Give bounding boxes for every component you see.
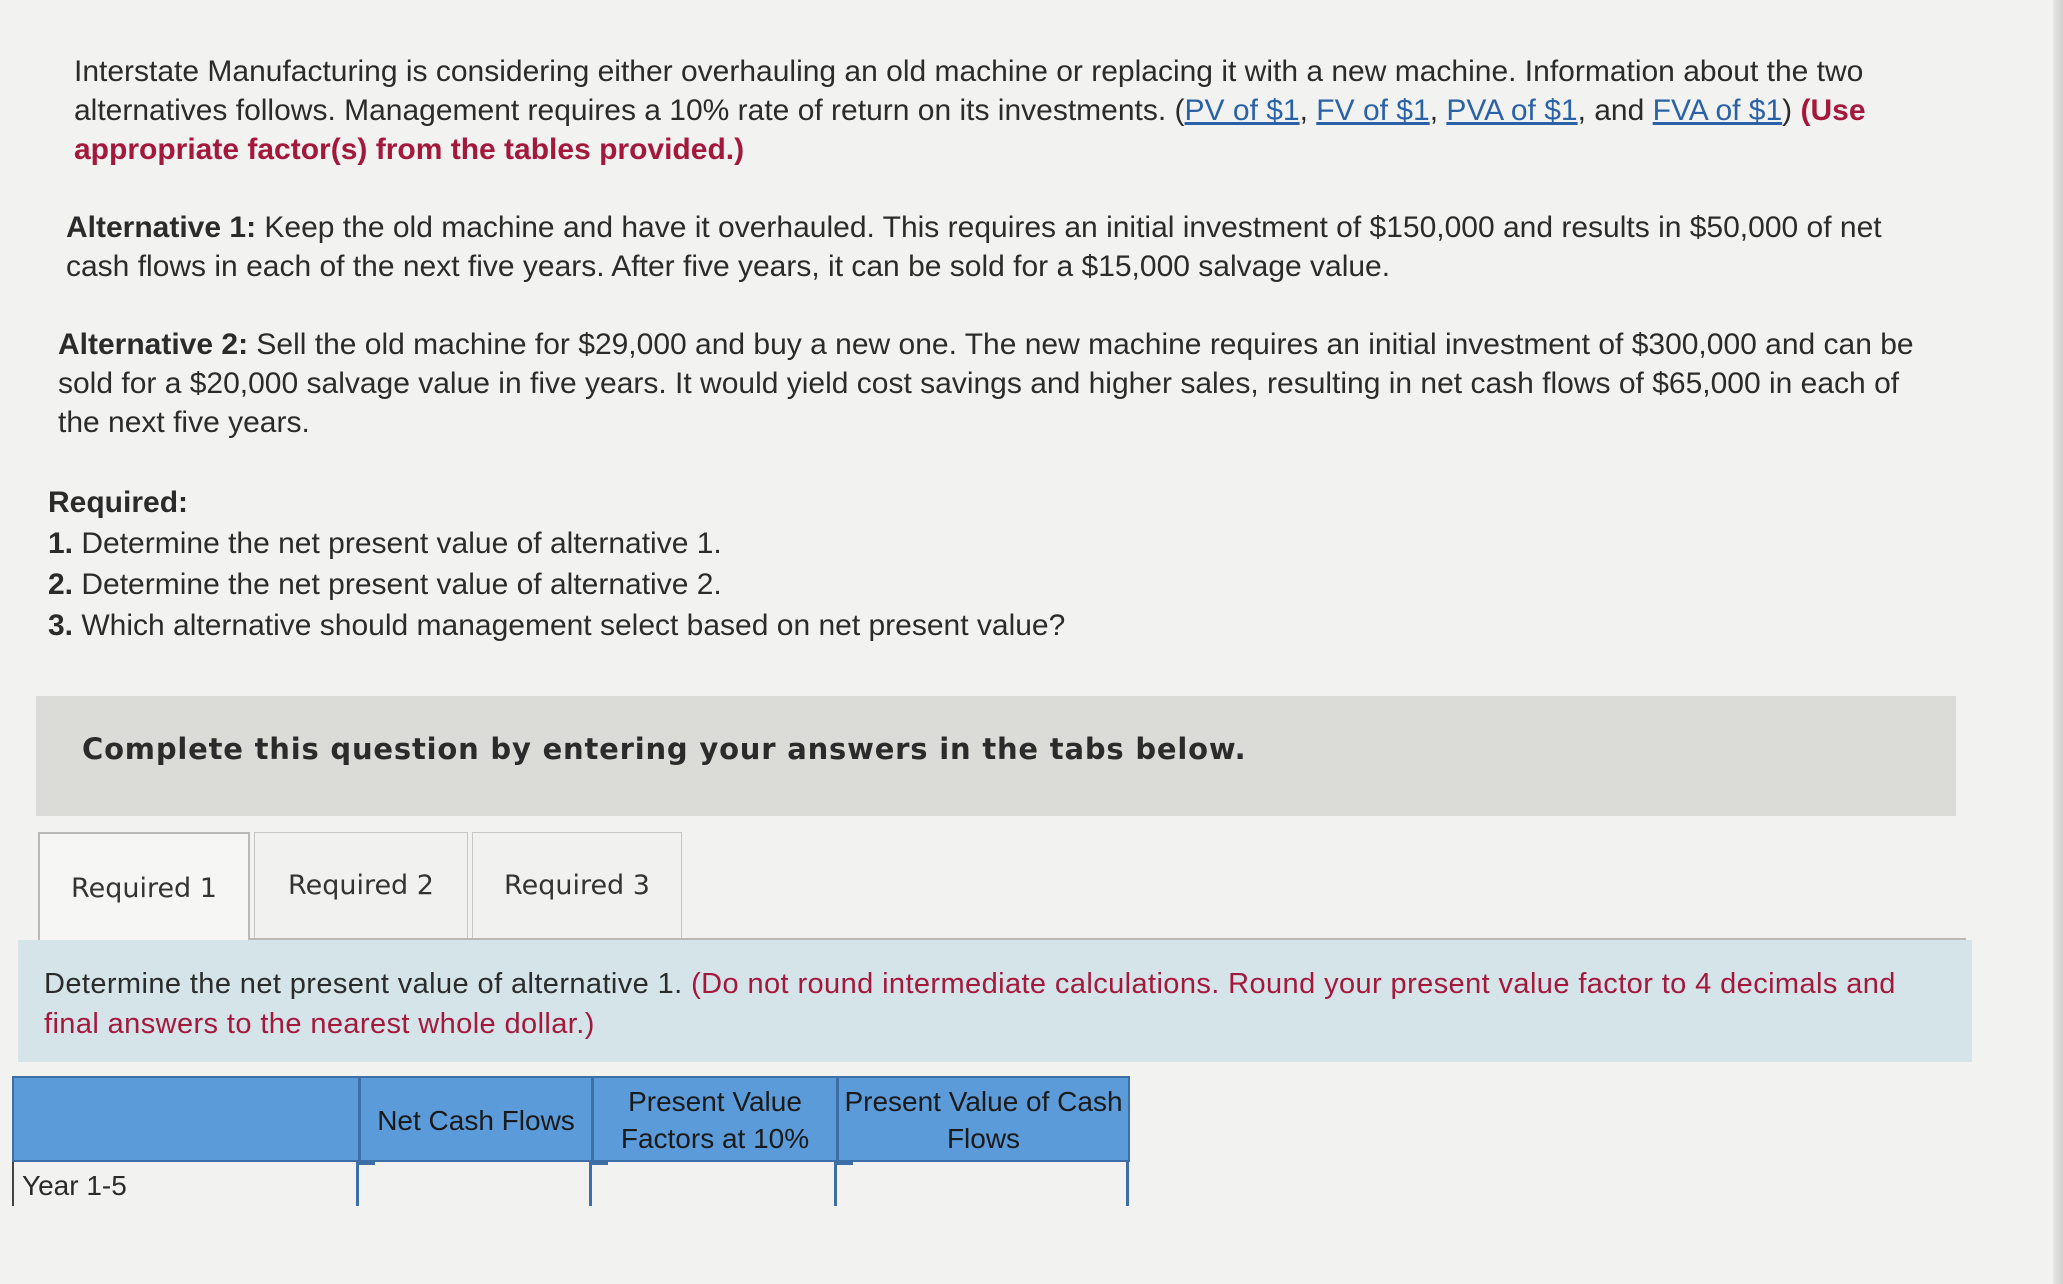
required-item-3	[48, 605, 1065, 646]
tab-label: Required 1	[71, 872, 217, 904]
header-pv-cash-flows: Present Value of Cash Flows	[836, 1078, 1128, 1162]
tab-required-3[interactable]	[472, 832, 682, 938]
required-title: Required:	[48, 486, 189, 519]
alternative-1-label: Alternative 1:	[66, 211, 257, 244]
intro-text: Interstate Manufacturing is considering either overhauling an old machine or replacing it with a new machine. Information about the two alternatives follows. Management requires a 10% rate of return on its investments. (	[74, 55, 1864, 127]
link-fv-of-1[interactable]: FV of $1	[1316, 94, 1430, 127]
table-row	[12, 1162, 1130, 1206]
item-text: Determine the net present value of alternative 2.	[73, 568, 722, 601]
link-pva-of-1[interactable]: PVA of $1	[1446, 94, 1578, 127]
separator: )	[1782, 94, 1801, 127]
tab-instruction-box	[18, 940, 1972, 1062]
pv-cash-flows-input[interactable]	[834, 1162, 1126, 1206]
window-edge	[2053, 0, 2063, 1284]
tab-label: Required 2	[288, 870, 434, 901]
factor-instruction: (Use appropriate factor(s) from the tables provided.)	[74, 94, 1866, 166]
item-number: 2.	[48, 568, 74, 601]
table-right-border	[1126, 1162, 1129, 1206]
item-number: 1.	[48, 527, 74, 560]
separator: ,	[1299, 94, 1317, 127]
net-cash-flows-input[interactable]	[356, 1162, 589, 1206]
header-net-cash-flows: Net Cash Flows	[358, 1078, 591, 1162]
link-fva-of-1[interactable]: FVA of $1	[1652, 94, 1783, 127]
alternative-1	[66, 208, 1946, 286]
tab-label: Required 3	[504, 870, 650, 901]
separator: , and	[1577, 94, 1653, 127]
alternative-2-text: Sell the old machine for $29,000 and buy a new one. The new machine requires an initial investment of $300,000 and can be sold for a $20,000 salvage value in five years. It would yield cost savings and higher sales, resulting in net cash flows of $65,000 in each of the next five years.	[58, 328, 1914, 439]
banner-text: Complete this question by entering your answers in the tabs below.	[82, 732, 1247, 766]
instruction-main: Determine the net present value of alternative 1.	[44, 968, 692, 1000]
item-text: Which alternative should management select based on net present value?	[73, 609, 1066, 642]
alternative-2	[58, 325, 1938, 442]
table-header	[12, 1076, 1130, 1162]
required-item-1	[48, 523, 1065, 564]
tab-required-1[interactable]	[38, 832, 250, 942]
header-pv-factors: Present Value Factors at 10%	[591, 1078, 836, 1162]
row-label-year-1-5: Year 1-5	[12, 1162, 356, 1206]
required-list	[48, 523, 1065, 646]
problem-intro	[74, 52, 1954, 169]
tab-instruction	[44, 964, 1954, 1044]
item-text: Determine the net present value of alternative 1.	[73, 527, 722, 560]
tab-required-2[interactable]	[254, 832, 468, 938]
pv-factor-input[interactable]	[589, 1162, 834, 1206]
item-number: 3.	[48, 609, 74, 642]
header-blank	[14, 1078, 358, 1162]
separator: ,	[1429, 94, 1447, 127]
required-item-2	[48, 564, 1065, 605]
instruction-note: (Do not round intermediate calculations. Round your present value factor to 4 decimals and final answers to the nearest whole dollar.)	[44, 968, 1896, 1040]
link-pv-of-1[interactable]: PV of $1	[1184, 94, 1300, 127]
alternative-2-label: Alternative 2:	[58, 328, 249, 361]
instructions-banner	[36, 696, 1956, 816]
npv-table	[12, 1076, 1130, 1206]
required-section	[48, 482, 1065, 646]
alternative-1-text: Keep the old machine and have it overhauled. This requires an initial investment of $150,000 and results in $50,000 of net cash flows in each of the next five years. After five years, it can be sold for a $15,000 salvage value.	[66, 211, 1882, 283]
